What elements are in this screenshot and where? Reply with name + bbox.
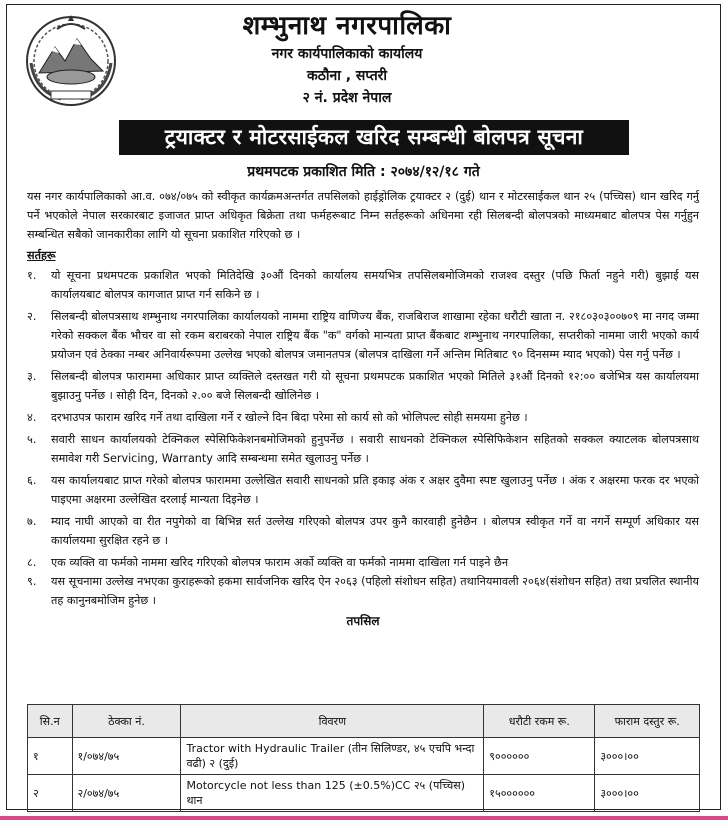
table-cell: Tractor with Hydraulic Trailer (तीन सिलिण्डर, ४५ एचपि भन्दा वढी) २ (दुई) bbox=[181, 738, 484, 775]
table-cell: २ bbox=[28, 775, 73, 812]
column-header: सि.न bbox=[28, 705, 73, 738]
column-header: विवरण bbox=[181, 705, 484, 738]
condition-number: ४. bbox=[27, 411, 37, 424]
condition-number: ९. bbox=[27, 575, 37, 588]
condition-item bbox=[27, 430, 699, 468]
condition-item bbox=[27, 367, 699, 405]
condition-text: सिलबन्दी बोलपत्र फाराममा अधिकार प्राप्त व्यक्तिले दस्तखत गरी यो सूचना प्रथमपटक प्रकाशित भएको मितिले ३१औं दिनको १२:०० बजेभित्र यस कार्यालयमा बुझाउनु पर्नेछ । सोही दिन, दिनको २.०० बजे सिलबन्दी खोलिनेछ । bbox=[51, 370, 699, 402]
table-header-row bbox=[28, 705, 700, 738]
municipality-name: शम्भुनाथ नगरपालिका bbox=[242, 11, 452, 41]
condition-item bbox=[27, 307, 699, 364]
condition-item bbox=[27, 572, 699, 610]
condition-number: ५. bbox=[27, 433, 37, 446]
table-cell: ३०००।०० bbox=[595, 738, 700, 775]
schedule-table bbox=[27, 704, 700, 812]
condition-number: ६. bbox=[27, 474, 37, 487]
province-name: २ नं. प्रदेश नेपाल bbox=[302, 90, 392, 106]
table-cell: ९०००००० bbox=[484, 738, 595, 775]
office-location: कठौना , सप्तरी bbox=[306, 68, 388, 84]
conditions-heading: सर्तहरू bbox=[27, 249, 56, 262]
table-cell: ३०००।०० bbox=[595, 775, 700, 812]
condition-text: यस सूचनामा उल्लेख नभएका कुराहरूको हकमा सार्वजनिक खरिद ऐन २०६३ (पहिलो संशोधन सहित) तथानियमावली २०६४(संशोधन सहित) तथा प्रचलित स्थानीय तह कानुनबमोजिम हुनेछ । bbox=[51, 575, 699, 607]
condition-text: एक व्यक्ति वा फर्मको नाममा खरिद गरिएको बोलपत्र फाराम अर्को व्यक्ति वा फर्मको नाममा दाखिला गर्न पाइने छैन bbox=[51, 556, 509, 569]
publication-date: प्रथमपटक प्रकाशित मिति : २०७४/१२/१८ गते bbox=[247, 164, 480, 180]
table-row bbox=[28, 775, 700, 812]
condition-text: सवारी साधन कार्यालयको टेक्निकल स्पेसिफिकेशनबमोजिमको हुनुपर्नेछ । सवारी साधनको टेक्निकल स्पेसिफिकेशन सहितको सक्कल क्याटलक बोलपत्रसाथ समावेश गरी Servicing, Warranty आदि सम्बन्धमा समेत खुलाउनु पर्नेछ । bbox=[51, 433, 699, 465]
condition-number: ८. bbox=[27, 556, 37, 569]
condition-item bbox=[27, 512, 699, 550]
condition-number: ३. bbox=[27, 370, 37, 383]
condition-text: यस कार्यालयबाट प्राप्त गरेको बोलपत्र फाराममा उल्लेखित सवारी साधनको प्रति इकाइ अंक र अक्षर दुवैमा स्पष्ट खुलाउनु पर्नेछ । अंक र अक्षरमा फरक दर भएको पाइएमा अक्षरमा उल्लेखित दरलाई मान्यता दिइनेछ । bbox=[51, 474, 699, 506]
condition-number: ७. bbox=[27, 515, 37, 528]
condition-item bbox=[27, 553, 699, 572]
nepal-government-emblem-icon bbox=[21, 11, 121, 107]
column-header: फाराम दस्तुर रू. bbox=[595, 705, 700, 738]
table-cell: १५०००००० bbox=[484, 775, 595, 812]
table-cell: १ bbox=[28, 738, 73, 775]
condition-text: यो सूचना प्रथमपटक प्रकाशित भएको मितिदेखि ३०औं दिनको कार्यालय समयभित्र तपसिलबमोजिमको राजश्व दस्तुर (पछि फिर्ता नहुने गरी) बुझाई यस कार्यालयबाट बोलपत्र कागजात प्राप्त गर्न सकिने छ । bbox=[51, 269, 699, 301]
condition-number: २. bbox=[27, 310, 37, 323]
intro-paragraph: यस नगर कार्यपालिकाको आ.व. ०७४/०७५ को स्वीकृत कार्यक्रमअन्तर्गत तपसिलको हाईड्रोलिक ट्रयाक्टर २ (दुई) थान र मोटरसाईकल थान २५ (पच्चिस) थान खरिद गर्नु पर्ने भएकोले नेपाल सरकारबाट इजाजत प्राप्त अधिकृत बिक्रेता तथा फर्महरूबाट निम्न सर्तहरूको अधिनमा रही सिलबन्दी बोलपत्रको माध्यमबाट बोलपत्र पेस गर्नुहुन सम्बन्धित सबैको जानकारीका लागि यो सूचना प्रकाशित गरिएको छ । bbox=[27, 190, 699, 241]
table-cell: २/०७४/७५ bbox=[72, 775, 181, 812]
notice-title-banner: ट्रयाक्टर र मोटरसाईकल खरिद सम्बन्धी बोलपत्र सूचना bbox=[119, 120, 629, 155]
condition-item bbox=[27, 408, 699, 427]
condition-text: म्याद नाघी आएको वा रीत नपुगेको वा बिभिन्न सर्त उल्लेख गरिएको बोलपत्र उपर कुनै कारवाही हुनेछैन । बोलपत्र स्वीकृत गर्ने वा नगर्ने सम्पूर्ण अधिकार यस कार्यालयमा सुरक्षित रहने छ । bbox=[51, 515, 699, 547]
condition-item bbox=[27, 471, 699, 509]
schedule-title: तपसिल bbox=[346, 614, 380, 628]
table-cell: Motorcycle not less than 125 (±0.5%)CC २५ (पच्चिस) थान bbox=[181, 775, 484, 812]
condition-text: दरभाउपत्र फाराम खरिद गर्ने तथा दाखिला गर्ने र खोल्ने दिन बिदा परेमा सो कार्य सो को भोलिपल्ट सोही समयमा हुनेछ । bbox=[51, 411, 528, 424]
table-cell: १/०७४/७५ bbox=[72, 738, 181, 775]
condition-number: १. bbox=[27, 269, 37, 282]
condition-text: सिलबन्दी बोलपत्रसाथ शम्भुनाथ नगरपालिका कार्यालयको नाममा राष्ट्रिय वाणिज्य बैंक, राजबिराज शाखामा रहेका धरौटी खाता न. २१८०३०३००७०९ मा नगद जम्मा गरेको सक्कल बैंक भौचर वा सो रकम बराबरको नेपाल राष्ट्रिय बैंक "क" वर्गको मान्यता प्राप्त बैंकबाट शम्भुनाथ नगरपालिका, सप्तरीको नाममा जारी भएको कार्य प्रयोजन एवं ठेक्का नम्बर अनिवार्यरूपमा उल्लेख भएको बोलपत्र जमानतपत्र (बोलपत्र दाखिला गर्ने अन्तिम मितिबाट ९० दिनसम्म म्याद भएको) पेस गर्नु पर्नेछ । bbox=[51, 310, 699, 361]
letterhead bbox=[127, 9, 567, 109]
column-header: धरौटी रकम रू. bbox=[484, 705, 595, 738]
table-row bbox=[28, 738, 700, 775]
bottom-accent-rule bbox=[0, 816, 728, 820]
office-name: नगर कार्यपालिकाको कार्यालय bbox=[271, 46, 423, 62]
notice-page bbox=[6, 4, 721, 810]
notice-body bbox=[27, 187, 699, 633]
condition-item bbox=[27, 266, 699, 304]
column-header: ठेक्का नं. bbox=[72, 705, 181, 738]
